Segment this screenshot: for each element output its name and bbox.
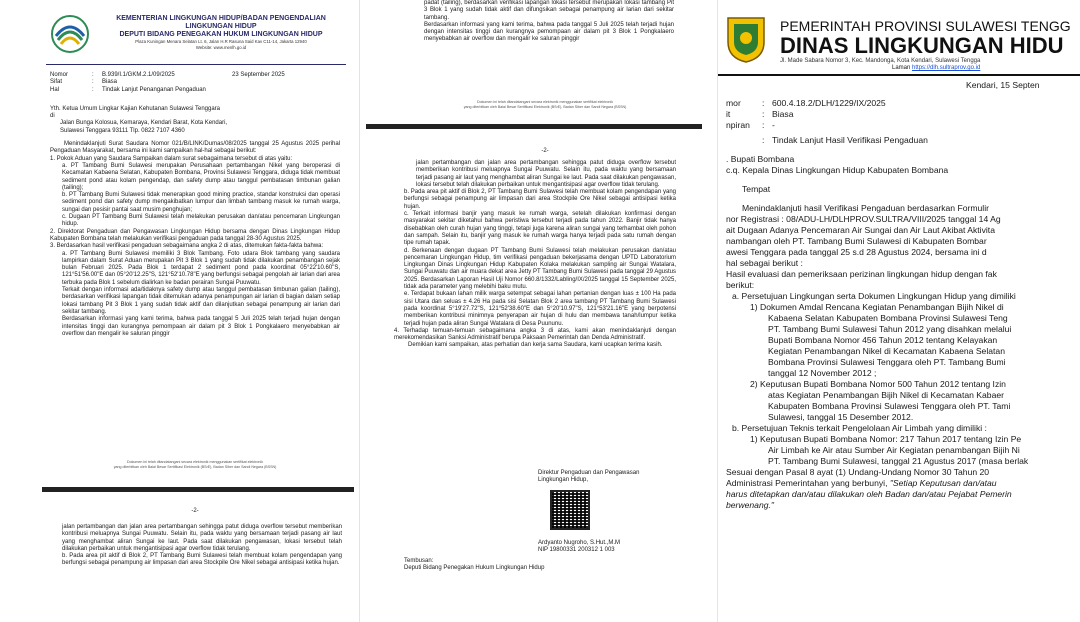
- province-header: PEMERINTAH PROVINSI SULAWESI TENGG: [780, 18, 1071, 34]
- agency-address: Jl. Made Sabara Nomor 3, Kec. Mandonga, Kota Kendari, Sulawesi Tengga: [780, 58, 981, 64]
- right-hal-value: Tindak Lanjut Hasil Verifikasi Pengaduan: [772, 135, 928, 145]
- mid-footnote-2: yang diterbitkan oleh Balai Besar Sertifikasi Elektronik (BSrE), Badan Siber dan Sandi Negara (BSSN): [463, 105, 627, 109]
- mid-para-e: e. Terdapat bukaan lahan milik warga setempat sebagai lahan pertanian dengan luas ± 100 Ha pada sisi Utara dan seluas ± 4.26 Ha pada sisi Selatan Blok 2 area tambang PT Tambang Bumi Sulawesi pada koordinat 5°19'27.72"S, 121°52'38.60"E dan 5°20'10.97"S, 121°53'21.16"E yang berpotensi memberikan kontribusi minimnya penyerapan air hujan di hulu dan membawa tanah/lumpur ketika terjadi hujan pada aliran Sungai Watalara di Desa Puununu.: [404, 291, 676, 327]
- right-recipient-1: . Bupati Bombana: [726, 154, 795, 164]
- mid-footnote-1: Dokumen ini telah ditandatangani secara elektronik menggunakan sertifikat elektronik: [476, 100, 614, 104]
- right-item-a1-5: Kegiatan Penambangan Nikel di Kecamatan Kabaena Selatan: [768, 346, 1005, 356]
- agency-header: DINAS LINGKUNGAN HIDU: [780, 33, 1064, 58]
- right-item-a: a. Persetujuan Lingkungan serta Dokumen Lingkungan Hidup yang dimiliki: [732, 291, 1016, 301]
- right-sifat-label: it: [726, 109, 731, 119]
- right-item-a2-2: atas Kegiatan Penambangan Bijih Nikel di Kecamatan Kabaer: [768, 390, 1005, 400]
- header-website: Website: www.menlh.go.id: [195, 44, 247, 50]
- right-item-a1-7: tanggal 12 November 2012 ;: [768, 368, 877, 378]
- mid-para-b: b. Pada area pit aktif di Blok 2, PT Tambang Bumi Sulawesi telah membuat kolam pengendapan yang berfungsi sebagai penampung air limpasan dari area Stockpile Ore Nikel sebagai antisipasi ketika hujan.: [404, 189, 676, 210]
- mid-point-4: 4. Terhadap temuan-temuan sebagaimana angka 3 di atas, kami akan menindaklanjuti dengan merekomendasikan Sanksi Administratif berupa Paksaan Pemerintah dan Denda Administratif.: [394, 327, 676, 342]
- right-recipient-2: c.q. Kepala Dinas Lingkungan Hidup Kabupaten Bombana: [726, 165, 949, 175]
- mid-page-break-bar: [366, 124, 702, 129]
- right-tempat: Tempat: [742, 184, 771, 194]
- signature-qr-code: [550, 490, 590, 530]
- letter-date: 23 September 2025: [232, 72, 285, 78]
- right-item-a1-6: Bombana Provinsi Sulawesi Tenggara oleh PT. Tambang Bumi: [768, 357, 1006, 367]
- signer-name: Ardyanto Nugroho, S.Hut.,M.M: [538, 540, 621, 546]
- point-3a-cont: Terkait dengan informasi ada/tidaknya safety dump atau tanggul pembatasan timbunan galian (tailing), berdasarkan verifikasi lapangan tidak ditemukan adanya penampungan air larian di bagian dalam setiap lokasi tambang Pit 3 Blok 1 yang sudah tidak aktif dan dilanjutkan sebagai penampung air larian dari sekitar tambang.: [62, 287, 340, 315]
- laman-label: Laman: [892, 65, 911, 71]
- footnote-line-1: Dokumen ini telah ditandatangani secara elektronik menggunakan sertifikat elektronik: [126, 460, 264, 464]
- right-item-a2-1: 2) Keputusan Bupati Bombana Nomor 500 Tahun 2012 tentang Izin: [750, 379, 1006, 389]
- point-1b: b. PT Tambang Bumi Sulawesi tidak menerapkan good mining practice, standar konstruksi dan operasi sediment pond dan safety dump mengakibatkan lumpur dan limbah tambang masuk ke rumah warga, sungai dan pesisir pantai saat musim penghujan;: [62, 192, 340, 213]
- right-sesuai-3: harus ditetapkan dan/atau dilakukan oleh Badan dan/atau Pejabat Pemerin: [726, 489, 1012, 499]
- recipient-line-4: Sulawesi Tenggara 93111 Tlp. 0822 7107 4360: [60, 127, 185, 134]
- footnote-line-2: yang diterbitkan oleh Balai Besar Sertifikasi Elektronik (BSrE), Badan Siber dan Sandi Negara (BSSN): [113, 465, 277, 469]
- recipient-line-1: Yth. Ketua Umum Lingkar Kajian Kehutanan Sulawesi Tenggara: [50, 105, 220, 112]
- mid-closing: Demikian kami sampaikan, atas perhatian dan kerja sama Saudara, kami ucapkan terima kasih.: [408, 342, 663, 349]
- mid-para-1: jalan pertambangan dan jalan area pertambangan sehingga patut diduga overflow tersebut memberikan kontribusi meluapnya Sungai Puuwatu. Selain itu, pada waktu yang bersamaan terjadi pasang air laut yang menghambat aliran Sungai ke laut. Pada saat dilakukan pengawasan, lokasi tersebut telah dilakukan perbaikan untuk mengantisipasi agar overflow tidak terulang.: [416, 160, 676, 188]
- right-sesuai-2a: Administrasi Pemerintahan yang berbunyi,: [726, 478, 890, 488]
- mid-page-number: -2-: [541, 148, 549, 154]
- nomor-value: B.939/I.1/GKM.2.1/09/2025: [102, 72, 175, 78]
- header-line-1: KEMENTERIAN LINGKUNGAN HIDUP/BADAN PENGENDALIAN: [116, 15, 326, 22]
- right-item-a1-4: Bupati Bombana Nomor 456 Tahun 2012 tentang Kelayakan: [768, 335, 998, 345]
- point-1: 1. Pokok Aduan yang Saudara Sampaikan dalam surat sebagaimana tersebut di atas yaitu:: [50, 155, 293, 162]
- sifat-value: Biasa: [102, 79, 118, 86]
- signer-title-2: Lingkungan Hidup,: [538, 477, 589, 484]
- right-body-8: berikut:: [726, 280, 755, 290]
- right-sesuai-4: berwenang.": [726, 500, 774, 510]
- right-item-b1-3: PT. Tambang Bumi Sulawesi, tanggal 21 Agustus 2017 (masa berlak: [768, 456, 1029, 466]
- right-item-b1-1: 1) Keputusan Bupati Bombana Nomor: 217 Tahun 2017 tentang Izin Pe: [750, 434, 1022, 444]
- right-item-a1-3: PT. Tambang Bumi Sulawesi Tahun 2012 yang disahkan melalui: [768, 324, 1012, 334]
- province-emblem: [724, 14, 768, 64]
- page-number: -2-: [191, 508, 199, 514]
- ministry-logo: [48, 14, 92, 54]
- point-1a: a. PT Tambang Bumi Sulawesi merupakan Perusahaan pertambangan Nikel yang beroperasi di Kecamatan Kabaena Selatan, Kabupaten Bombana, Provinsi Sulawesi Tenggara, diduga tidak membuat sediment pond atau kolam pengendap, dan safety dump atau tanggul pembatasan timbunan galian (tailing);: [62, 162, 340, 191]
- right-item-a2-4: Sulawesi, tanggal 15 Desember 2012.: [768, 412, 914, 422]
- document-page-middle: [360, 0, 716, 622]
- agency-website-link[interactable]: https://dlh.sultraprov.go.id: [912, 65, 981, 71]
- point-3a: a. PT Tambang Bumi Sulawesi memiliki 3 Blok Tambang. Foto udara Blok tambang yang saudara lampirkan dalam Surat Aduan merupakan Pit 3 Blok 1 yang sudah tidak dilakukan penambangan sejak bulan Februari 2025. Pada Blok 1 terdapat 2 sediment pond pada koordinat 05°22'10.60"S, 121°51'56.00"E dan 05°20'12.25"S, 121°52'10.78"E yang berfungsi sebagai pengolah air larian dari area terbuka pada Blok 1 sebelum dialirkan ke badan perairan Sungai Puuwatu.: [62, 250, 340, 286]
- header-line-2: LINGKUNGAN HIDUP: [185, 23, 257, 30]
- intro-paragraph: Menindaklanjuti Surat Saudara Nomor 021/B/LINK/Dumas/08/2025 tanggal 25 Agustus 2025 perihal Pengaduan Masyarakat, bersama ini kami sampaikan hal-hal sebagai berikut:: [50, 141, 340, 155]
- right-body-5: awesi Tenggara pada tanggal 25 s.d 28 Agustus 2024, bersama ini d: [726, 247, 987, 257]
- mid-top-para-2: Berdasarkan informasi yang kami terima, bahwa pada tanggal 5 Juli 2025 telah terjadi hujan dengan intensitas tinggi dan kurangnya pemompaan air dalam pit 3 Blok 1 Pongkalaero menyebabkan air overflow dan mengalir ke saluran pinggir: [424, 21, 674, 43]
- right-item-a1-2: Kabaena Selatan Kabupaten Bombana Provinsi Sulawesi Teng: [768, 313, 1008, 323]
- right-nomor-value: 600.4.18.2/DLH/1229/IX/2025: [772, 98, 886, 108]
- document-page-left: KEMENTERIAN LINGKUNGAN HIDUP/BADAN PENGENDALIAN LINGKUNGAN HIDUP DEPUTI BIDANG PENEGAKAN HUKUM LINGKUNGAN HIDUP Plaza Kuningan Menara Selatan Lt. 6, Jalan H.R Rasuna Said Kav C11-14, Jakarta 12940 Website: www.menlh.go.id Nomor : B.939/I.1/GKM.2.1/09/2025 23 September 2025 Sifat : Biasa Hal : Tindak Lanjut Penanganan Pengaduan Yth. Ketua Umum Lingkar Kajian Kehutanan Sulawesi Tenggara di Jalan Bunga Kolosua, Kemaraya, Kendari Barat, Kota Kendari, Sulawesi Tenggara 93111 Tlp. 0822 7107 4360 Menindaklanjuti Surat Saudara Nomor 021/B/LINK/Dumas/08/2025 tanggal 25 Agustus 2025 perihal Pengaduan Masyarakat, bersama ini kami sampaikan hal-hal sebagai berikut: 1. Pokok Aduan yang Saudara Sampaikan dalam surat sebagaimana tersebut di atas yaitu: a. PT Tambang Bumi Sulawesi merupakan Perusahaan pertambangan Nikel yang beroperasi di Kecamatan Kabaena Selatan, Kabupaten Bombana, Provinsi Sulawesi Tenggara, diduga tidak membuat sediment pond atau kolam pengendap, dan safety dump atau tanggul pembatasan timbunan galian (tailing); b. PT Tambang Bumi Sulawesi tidak menerapkan good mining practice, standar konstruksi dan operasi sediment pond dan safety dump mengakibatkan lumpur dan limbah tambang masuk ke rumah warga, sungai dan pesisir pantai saat musim penghujan; c. Dugaan PT Tambang Bumi Sulawesi telah melakukan perusakan dan/atau pencemaran Lingkungan hidup. 2. Direktorat Pengaduan dan Pengawasan Lingkungan Hidup bersama dengan Dinas Lingkungan Hidup Kabupaten Bombana telah melakukan verifikasi pengaduan pada tanggal 28-30 Agustus 2025. 3. Berdasarkan hasil verifikasi pengaduan sebagaimana angka 2 di atas, ditemukan fakta-fakta bahwa: a. PT Tambang Bumi Sulawesi memiliki 3 Blok Tambang. Foto udara Blok tambang yang saudara lampirkan dalam Surat Aduan merupakan Pit 3 Blok 1 yang sudah tidak dilakukan penambangan sejak bulan Februari 2025. Pada Blok 1 terdapat 2 sediment pond pada koordinat 05°22'10.60"S, 121°51'56.00"E dan 05°20'12.25"S, 121°52'10.78"E yang berfungsi sebagai pengolah air larian dari area terbuka pada Blok 1 sebelum dialirkan ke badan perairan Sungai Puuwatu. Terkait dengan informasi ada/tidaknya safety dump atau tanggul pembatasan timbunan galian (tailing), berdasarkan verifikasi lapangan tidak ditemukan adanya penampungan air larian di bagian dalam setiap lokasi tambang Pit 3 Blok 1 yang sudah tidak aktif dan dilanjutkan sebagai penampung air larian dari sekitar tambang. Berdasarkan informasi yang kami terima, bahwa pada tanggal 5 Juli 2025 telah terjadi hujan dengan intensitas tinggi dan kurangnya pemompaan air dalam pit 3 Blok 1 Pongkalaero menyebabkan air overflow dan mengalir ke saluran pinggir Dokumen ini telah ditandatangani secara elektronik menggunakan sertifikat elektronik yang diterbitkan oleh Balai Besar Sertifikasi Elektronik (BSrE), Badan Siber dan Sandi Negara (BSSN) -2- jalan pertambangan dan jalan area pertambangan sehingga patut diduga overflow tersebut memberikan kontribusi meluapnya Sungai Puuwatu. Selain itu, pada waktu yang bersamaan terjadi pasang air laut yang menghambat aliran Sungai ke laut. Pada saat dilakukan pengawasan, lokasi tersebut telah dilakukan perbaikan untuk mengantisipasi agar overflow tidak terulang. b. Pada area pit aktif di Blok 2, PT Tambang Bumi Sulawesi telah membuat kolam pengendapan yang berfungsi sebagai penampung air limpasan dari area Stockpile Ore Nikel sebagai antisipasi ketika hujan.: [0, 0, 358, 622]
- right-letter-date: Kendari, 15 Septen: [966, 80, 1040, 90]
- page-break-bar: [42, 487, 354, 492]
- right-item-b1-2: Air Limbah ke Air atau Sumber Air Kegiatan penambangan Bijih Ni: [768, 445, 1020, 455]
- header-address: Plaza Kuningan Menara Selatan Lt. 6, Jalan H.R Rasuna Said Kav C11-14, Jakarta 12940: [135, 39, 307, 44]
- mid-para-c: c. Terkait informasi banjir yang masuk ke rumah warga, setelah dilakukan konfirmasi dengan masyarakat sekitar diketahui bahwa peristiwa tersebut terjadi pada tahun 2022. Banjir tidak hanya disebabkan oleh curah hujan yang tinggi, tetapi juga karena aliran sungai yang terhambat oleh pohon dan sampah. Selain itu, banjir yang masuk ke rumah warga hanya terjadi pada satu rumah dengan tipe rumah tapak.: [404, 211, 676, 247]
- hal-value: Tindak Lanjut Penanganan Pengaduan: [102, 86, 206, 93]
- right-item-a1-1: 1) Dokumen Amdal Rencana Kegiatan Penambangan Bijih Nikel di: [750, 302, 1004, 312]
- right-body-7: Hasil evaluasi dan pemeriksaan perizinan lingkungan hidup dengan fak: [726, 269, 997, 279]
- recipient-line-2: di: [50, 113, 55, 120]
- right-body-6: hal sebagai berikut :: [726, 258, 803, 268]
- right-item-a2-3: Kabupaten Bombana Provinsi Sulawesi Tenggara oleh PT. Tami: [768, 401, 1011, 411]
- page2-para-b: b. Pada area pit aktif di Blok 2, PT Tambang Bumi Sulawesi telah membuat kolam pengendapan yang berfungsi sebagai penampung air limpasan dari area Stockpile Ore Nikel sebagai antisipasi ketika hujan.: [62, 553, 342, 567]
- header-line-3: DEPUTI BIDANG PENEGAKAN HUKUM LINGKUNGAN HIDUP: [119, 31, 323, 38]
- nomor-label: Nomor: [50, 72, 69, 78]
- point-3: 3. Berdasarkan hasil verifikasi pengaduan sebagaimana angka 2 di atas, ditemukan fakta-fakta bahwa:: [50, 243, 324, 250]
- right-lampiran-label: npiran: [726, 120, 750, 130]
- tembusan-item: Deputi Bidang Penegakan Hukum Lingkungan Hidup: [404, 565, 545, 572]
- hal-label: Hal: [50, 86, 60, 93]
- signer-nip: NIP 19800331 200312 1 003: [538, 547, 615, 554]
- point-1c: c. Dugaan PT Tambang Bumi Sulawesi telah melakukan perusakan dan/atau pencemaran Lingkungan hidup.: [62, 214, 340, 228]
- document-page-right: PEMERINTAH PROVINSI SULAWESI TENGG DINAS LINGKUNGAN HIDU Jl. Made Sabara Nomor 3, Kec. Mandonga, Kota Kendari, Sulawesi Tengga Laman https://dlh.sultraprov.go.id Kendari, 15 Septen mor : 600.4.18.2/DLH/1229/IX/2025 it : Biasa npiran : - : Tindak Lanjut Hasil Verifikasi Pengaduan . Bupati Bombana c.q. Kepala Dinas Lingkungan Hidup Kabupaten Bombana Tempat Menindaklanjuti hasil Verifikasi Pengaduan berdasarkan Formulir nor Registrasi : 08/ADU-LH/DLHPROV.SULTRA/VIII/2025 tanggal 14 Ag ait Dugaan Adanya Pencemaran Air Sungai dan Air Laut Akibat Aktivita nambangan oleh PT. Tambang Bumi Sulawesi di Kabupaten Bombar awesi Tenggara pada tanggal 25 s.d 28 Agustus 2024, bersama ini d hal sebagai berikut : Hasil evaluasi dan pemeriksaan perizinan lingkungan hidup dengan fak berikut: a. Persetujuan Lingkungan serta Dokumen Lingkungan Hidup yang dimiliki 1) Dokumen Amdal Rencana Kegiatan Penambangan Bijih Nikel di Kabaena Selatan Kabupaten Bombana Provinsi Sulawesi Teng PT. Tambang Bumi Sulawesi Tahun 2012 yang disahkan melalui Bupati Bombana Nomor 456 Tahun 2012 tentang Kelayakan Kegiatan Penambangan Nikel di Kecamatan Kabaena Selatan Bombana Provinsi Sulawesi Tenggara oleh PT. Tambang Bumi tanggal 12 November 2012 ; 2) Keputusan Bupati Bombana Nomor 500 Tahun 2012 tentang Izin atas Kegiatan Penambangan Bijih Nikel di Kecamatan Kabaer Kabupaten Bombana Provinsi Sulawesi Tenggara oleh PT. Tami Sulawesi, tanggal 15 Desember 2012. b. Persetujuan Teknis terkait Pengelolaan Air Limbah yang dimiliki : 1) Keputusan Bupati Bombana Nomor: 217 Tahun 2017 tentang Izin Pe Air Limbah ke Air atau Sumber Air Kegiatan penambangan Bijih Ni PT. Tambang Bumi Sulawesi, tanggal 21 Agustus 2017 (masa berlak Sesuai dengan Pasal 8 ayat (1) Undang-Undang Nomor 30 Tahun 20 Administrasi Pemerintahan yang berbunyi, "Setiap Keputusan dan/atau harus ditetapkan dan/atau dilakukan oleh Badan dan/atau Pejabat Pemerin berwenang.": [718, 0, 1080, 622]
- page2-para-a: jalan pertambangan dan jalan area pertambangan sehingga patut diduga overflow tersebut memberikan kontribusi meluapnya Sungai Puuwatu. Selain itu, pada waktu yang bersamaan terjadi pasang air laut yang menghambat aliran Sungai ke laut. Pada saat dilakukan pengawasan, lokasi tersebut telah dilakukan perbaikan untuk mengantisipasi agar overflow tidak terulang.: [62, 524, 342, 552]
- point-2: 2. Direktorat Pengaduan dan Pengawasan Lingkungan Hidup bersama dengan Dinas Lingkungan Hidup Kabupaten Bombana telah melakukan verifikasi pengaduan pada tanggal 28-30 Agustus 2025.: [50, 228, 340, 242]
- mid-para-d: d. Berkenaan dengan dugaan PT Tambang Bumi Sulawesi telah melakukan perusakan dan/atau pencemaran Lingkungan Hidup, tim verifikasi pengaduan bekerjasama dengan UPTD Laboratorium Lingkungan Dinas Lingkungan Hidup Kabupaten Kolaka melakukan sampling air Sungai Watalara, Sungai Puuwatu dan air muara dekat area Jetty PT Tambang Bumi Sulawesi pada tanggal 29 Agustus 2025. Berdasarkan Laporan Hasil Uji Nomor 660.8/1332/Labling/IX/2025 tanggal 15 September 2025, tidak ada parameter yang melebihi baku mutu.: [404, 247, 676, 291]
- point-3a-cont-2: Berdasarkan informasi yang kami terima, bahwa pada tanggal 5 Juli 2025 telah terjadi hujan dengan intensitas tinggi dan kurangnya pemompaan air dalam pit 3 Blok 1 Pongkalaero menyebabkan air overflow dan mengalir ke saluran pinggir: [62, 316, 340, 337]
- sifat-label: Sifat: [50, 79, 63, 86]
- right-item-b: b. Persetujuan Teknis terkait Pengelolaan Air Limbah yang dimiliki :: [732, 423, 987, 433]
- tembusan-label: Tembusan:: [404, 558, 434, 564]
- right-nomor-label: mor: [726, 98, 741, 108]
- right-sifat-value: Biasa: [772, 109, 794, 119]
- right-body-3: ait Dugaan Adanya Pencemaran Air Sungai dan Air Laut Akibat Aktivita: [726, 225, 995, 235]
- right-sesuai-2b: "Setiap Keputusan dan/atau: [889, 478, 997, 488]
- right-body-4: nambangan oleh PT. Tambang Bumi Sulawesi di Kabupaten Bombar: [726, 236, 987, 246]
- right-body-2: nor Registrasi : 08/ADU-LH/DLHPROV.SULTRA/VIII/2025 tanggal 14 Ag: [726, 214, 1001, 224]
- right-lampiran-value: -: [772, 120, 775, 130]
- right-sesuai-1: Sesuai dengan Pasal 8 ayat (1) Undang-Undang Nomor 30 Tahun 20: [726, 467, 990, 477]
- recipient-line-3: Jalan Bunga Kolosua, Kemaraya, Kendari Barat, Kota Kendari,: [60, 120, 228, 127]
- signer-title-1: Direktur Pengaduan dan Pengawasan: [538, 470, 640, 476]
- right-body-1: Menindaklanjuti hasil Verifikasi Pengaduan berdasarkan Formulir: [742, 203, 989, 213]
- mid-top-para: padat (tailing), berdasarkan verifikasi lapangan lokasi tersebut merupakan lokasi tambang Pit 3 Blok 1 yang sudah tidak aktif dan difungsikan sebagai penampung air larian dari sekitar tambang.: [424, 0, 674, 21]
